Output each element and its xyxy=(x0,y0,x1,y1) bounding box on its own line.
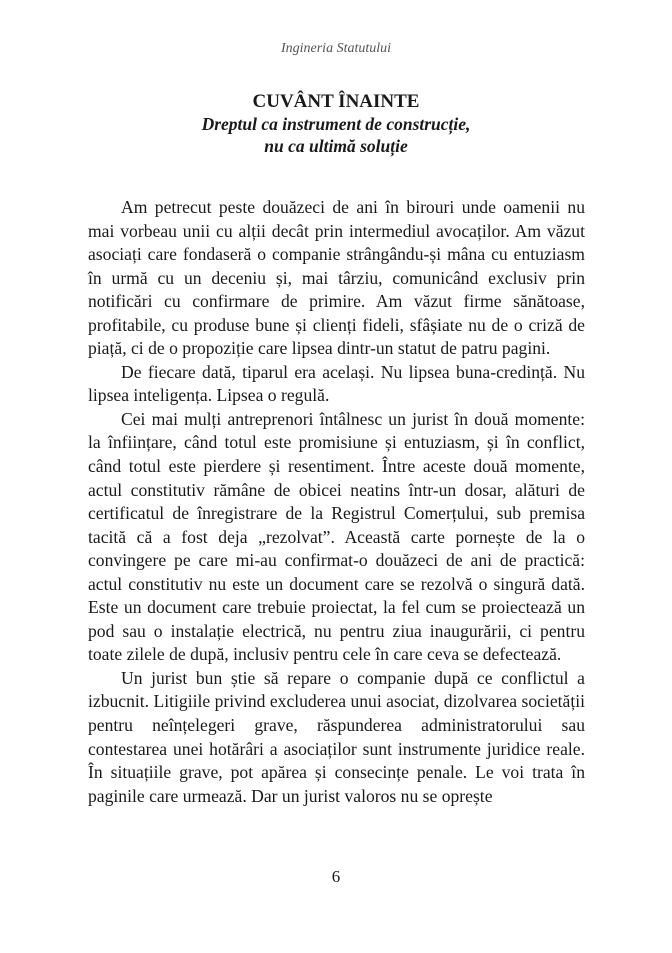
paragraph: De fiecare dată, tiparul era același. Nu lipsea buna-credință. Nu lipsea inteligența. Lipsea o regulă. xyxy=(88,361,585,406)
running-header: Ingineria Statutului xyxy=(280,41,392,56)
paragraph: Un jurist bun știe să repare o companie după ce conflictul a izbucnit. Litigiile privind excluderea unui asociat, dizolvarea societății pentru neînțelegeri grave, răspunderea administratorului sau contestarea unei hotărâri a asociaților sunt instrumente juridice reale. În situațiile grave, pot apărea și consecințe penale. Le voi trata în paginile care urmează. Dar un jurist valoros nu se oprește xyxy=(88,667,585,806)
body-text xyxy=(88,196,585,808)
paragraph: Cei mai mulți antreprenori întâlnesc un jurist în două momente: la înființare, când totul este promisiune și entuziasm, și în conflict, când totul este pierdere și resentiment. Între aceste două momente, actul constitutiv rămâne de obicei neatins într-un dosar, alături de certificatul de înregistrare de la Registrul Comerțului, sub premisa tacită că a fost deja „rezolvat”. Această carte pornește de la o convingere pe care mi-au confirmat-o douăzeci de ani de practică: actul constitutiv nu este un document care se rezolvă o singură dată. Este un document care trebuie proiectat, la fel cum se proiectează un pod sau o instalație electrică, nu pentru ziua inaugurării, ci pentru toate zilele de după, inclusiv pentru cele în care ceva se defectează. xyxy=(88,408,585,665)
chapter-heading xyxy=(0,91,672,157)
page-number: 6 xyxy=(331,867,341,886)
paragraph: Am petrecut peste douăzeci de ani în birouri unde oamenii nu mai vorbeau unii cu alții decât prin intermediul avocaților. Am văzut asociați care fondaseră o companie strângându-și mâna cu entuziasm în urmă cu un deceniu și, mai târziu, comunicând exclusiv prin notificări cu confirmare de primire. Am văzut firme sănătoase, profitabile, cu produse bune și clienți fideli, sfâșiate nu de o criză de piață, ci de o propoziție care lipsea dintr-un statut de patru pagini. xyxy=(88,197,585,359)
chapter-subtitle-line-2: nu ca ultimă soluție xyxy=(264,136,408,156)
chapter-subtitle-line-1: Dreptul ca instrument de construcție, xyxy=(201,114,471,134)
chapter-title: CUVÂNT ÎNAINTE xyxy=(252,91,420,112)
